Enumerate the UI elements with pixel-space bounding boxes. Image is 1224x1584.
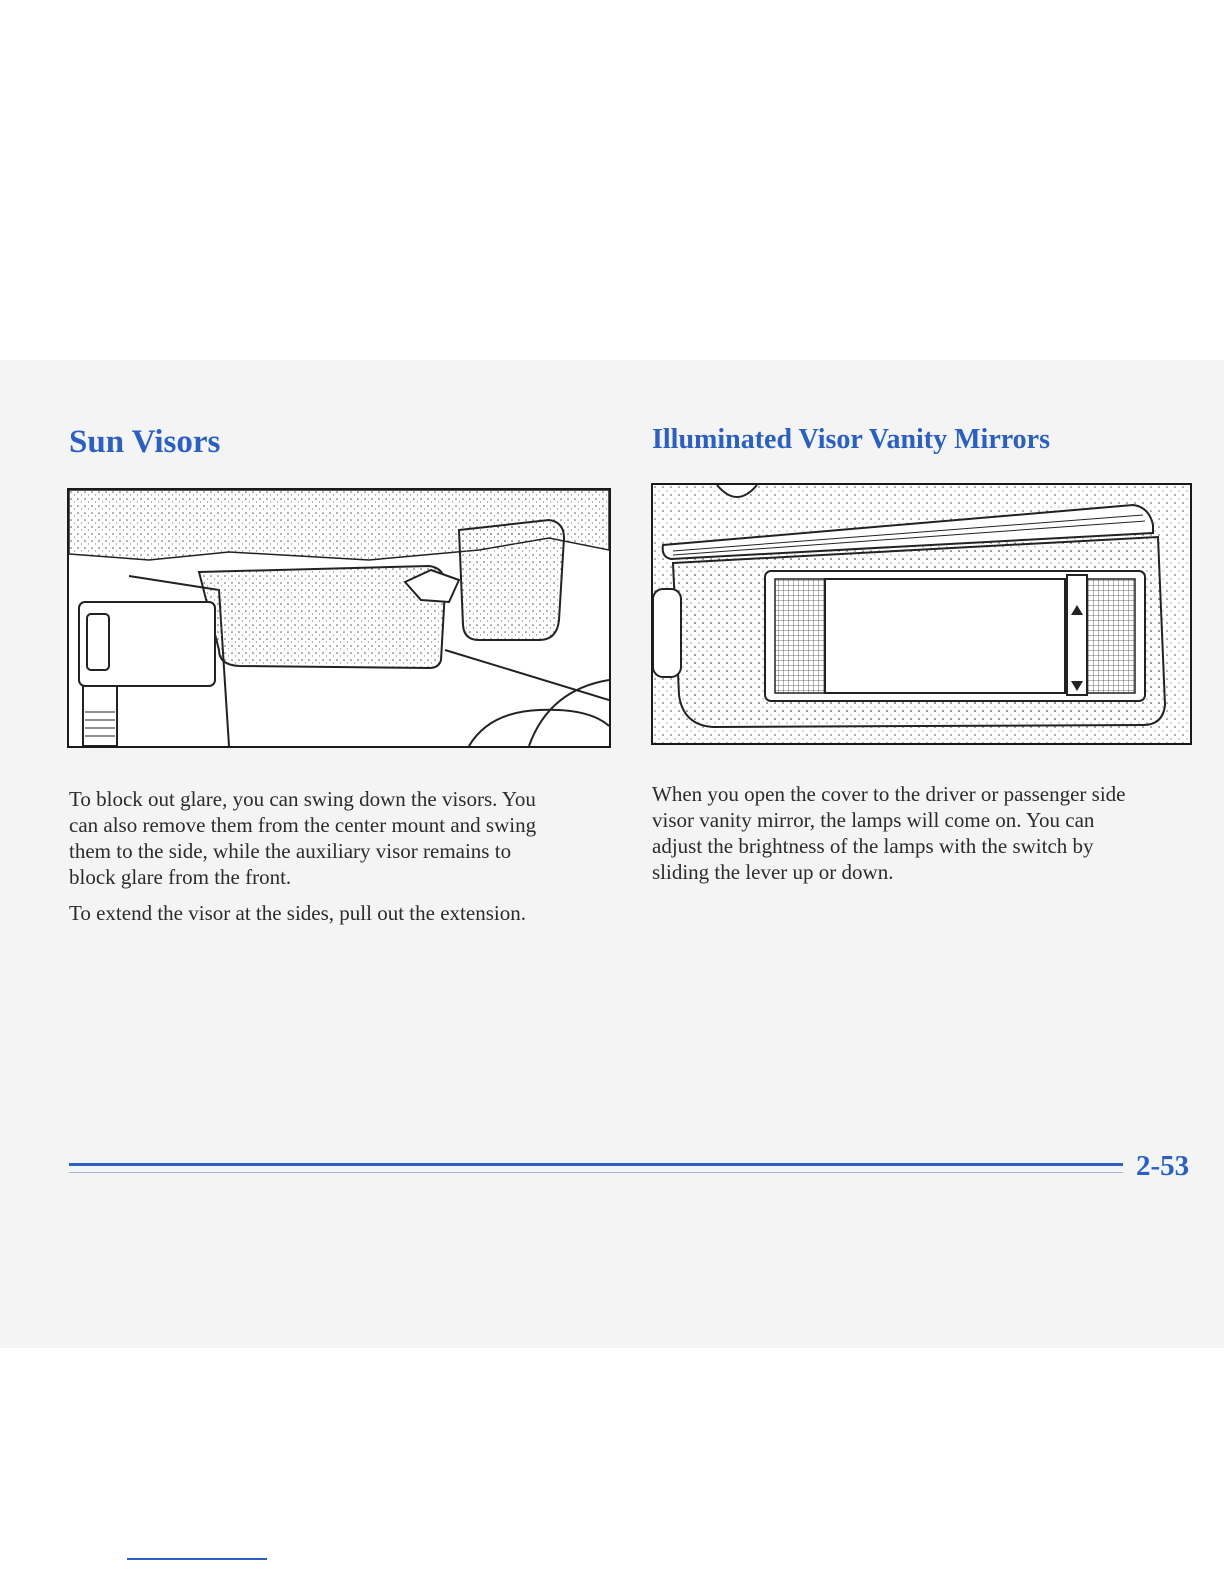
- vanity-mirrors-paragraph-1: [652, 781, 1126, 885]
- sun-visors-heading: Sun Visors: [69, 424, 221, 460]
- sun-visors-paragraph-2: [69, 900, 526, 926]
- sun-visor-illustration: [67, 488, 611, 748]
- text-line: To block out glare, you can swing down the visors. You: [69, 787, 536, 811]
- text-line: block glare from the front.: [69, 865, 292, 889]
- bottom-mark: [127, 1558, 267, 1560]
- text-line: visor vanity mirror, the lamps will come on. You can: [652, 808, 1095, 832]
- text-line: sliding the lever up or down.: [652, 860, 894, 884]
- page-number: 2-53: [1136, 1150, 1190, 1182]
- vanity-mirror-illustration: [651, 483, 1192, 745]
- sun-visor-drawing: [69, 490, 609, 746]
- text-line: When you open the cover to the driver or passenger side: [652, 782, 1126, 806]
- text-line: To extend the visor at the sides, pull out the extension.: [69, 901, 526, 925]
- vanity-mirrors-heading: Illuminated Visor Vanity Mirrors: [652, 424, 1051, 455]
- text-line: them to the side, while the auxiliary visor remains to: [69, 839, 512, 863]
- footer-rule: [69, 1163, 1123, 1166]
- footer-rule-thin: [69, 1172, 1123, 1173]
- vanity-mirror-drawing: [653, 485, 1190, 743]
- text-line: adjust the brightness of the lamps with the switch by: [652, 834, 1094, 858]
- text-line: can also remove them from the center mount and swing: [69, 813, 537, 837]
- sun-visors-paragraph-1: [69, 786, 536, 890]
